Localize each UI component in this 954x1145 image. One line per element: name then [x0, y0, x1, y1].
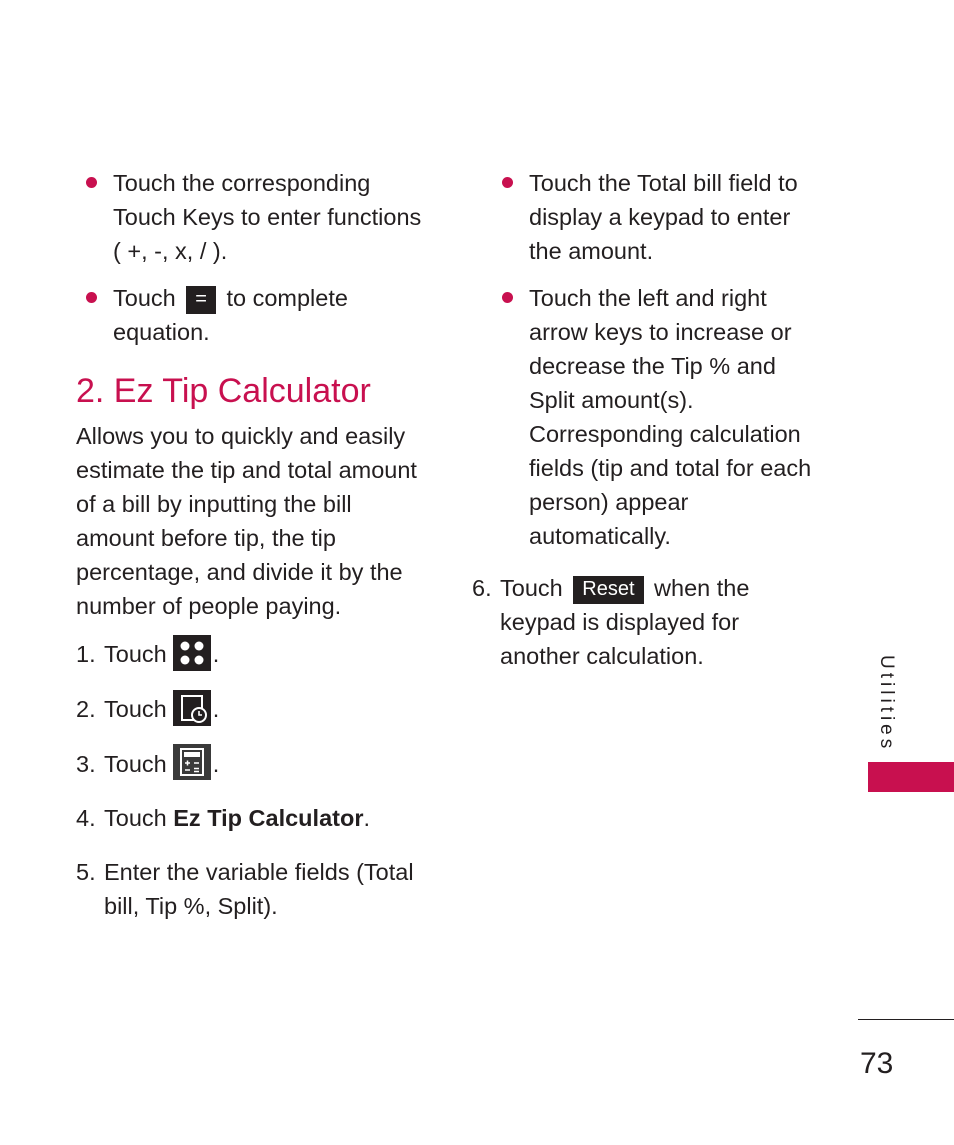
step-punct: . [212, 750, 220, 777]
bullet-item [472, 166, 822, 268]
bullet-text: Touch the left and right arrow keys to increase or decrease the Tip % and Split amount(s). Corresponding calculation fields (tip and total for each person) appear automatically. [529, 285, 812, 549]
equals-key: = [186, 286, 216, 314]
step-text: Touch [104, 695, 167, 722]
bullet-text: Touch [113, 285, 176, 311]
bullet-item [56, 166, 426, 268]
reset-key: Reset [573, 576, 643, 604]
step-4 [76, 801, 426, 837]
step-text: Enter the variable fields (Total bill, Tip %, Split). [104, 859, 414, 920]
menu-option-label: Ez Tip Calculator [173, 805, 364, 832]
calculator-icon [173, 744, 211, 780]
footer-rule [858, 1019, 954, 1020]
step-text: Touch [104, 750, 167, 777]
step-number: 5. [76, 859, 96, 886]
step-number: 1. [76, 641, 96, 667]
bullet-text: to complete equation. [113, 285, 348, 345]
bullet-text: Touch the corresponding Touch Keys to enter functions ( +, -, x, / ). [113, 170, 422, 264]
intro-paragraph: Allows you to quickly and easily estimate the tip and total amount of a bill by inputting the bill amount before tip, the tip percentage, and divide it by the number of people paying. [76, 423, 417, 619]
bullet-item [472, 281, 822, 553]
step-3 [76, 747, 426, 784]
step-text: Touch [104, 805, 167, 832]
bullet-item [56, 281, 426, 349]
right-column [472, 166, 822, 691]
step-text: Touch [104, 641, 167, 667]
section-heading: 2. Ez Tip Calculator [76, 372, 371, 410]
step-text: when the keypad is displayed for another calculation. [500, 575, 750, 669]
step-number: 3. [76, 750, 96, 777]
step-2 [76, 692, 426, 729]
tools-clock-icon [173, 690, 211, 726]
section-side-label: Utilities [876, 655, 897, 753]
step-punct: . [212, 641, 220, 667]
step-1 [76, 637, 426, 674]
step-6 [472, 571, 822, 673]
step-number: 2. [76, 695, 96, 722]
section-tab-marker [868, 762, 954, 792]
step-5 [76, 855, 426, 923]
page-number: 73 [860, 1047, 894, 1080]
step-punct: . [363, 805, 370, 832]
step-number: 4. [76, 805, 96, 832]
step-text: Touch [500, 575, 563, 601]
step-number: 6. [472, 575, 492, 601]
left-column [76, 166, 426, 941]
step-punct: . [212, 695, 220, 722]
menu-grid-icon [173, 635, 211, 671]
bullet-text: Touch the Total bill field to display a keypad to enter the amount. [529, 170, 798, 264]
